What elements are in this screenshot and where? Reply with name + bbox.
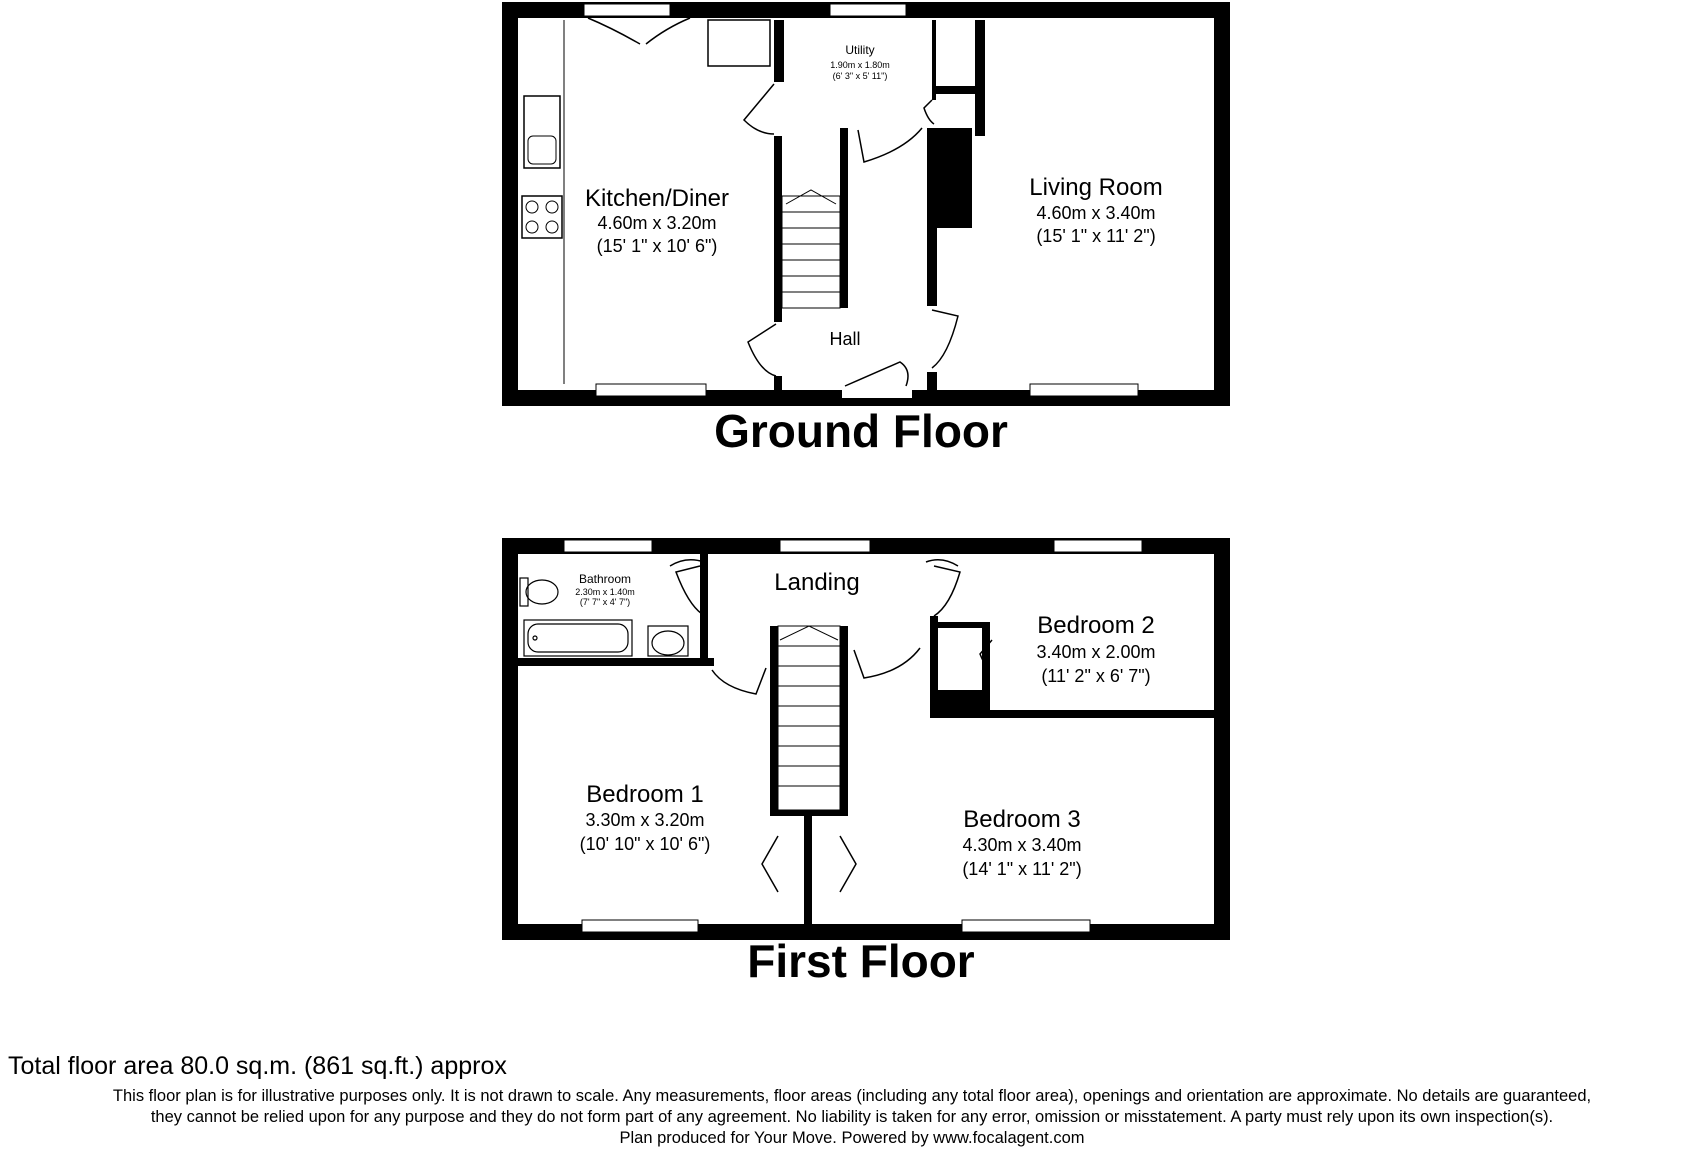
disclaimer-line-3: Plan produced for Your Move. Powered by www.focalagent.com [619, 1129, 1085, 1147]
bathroom-wall [518, 658, 714, 666]
landing-door-top-right [926, 560, 958, 566]
bedroom2-door-swing [934, 566, 960, 616]
landing-name: Landing [774, 569, 860, 596]
stair-wall-left [770, 626, 778, 816]
bath-plug [533, 636, 537, 640]
hob-ring [526, 221, 538, 233]
disclaimer-line-2: they cannot be relied upon for any purpose and they do not form part of any agreement. No liability is taken for any error, omission or misstatement. A party must rely upon its own inspection(s). [150, 1108, 1554, 1126]
bedroom2-dims-metric: 3.40m x 2.00m [1036, 642, 1156, 662]
rear-double-door [588, 18, 690, 44]
bedroom2-window [1054, 540, 1142, 552]
kitchen-hall-door-swing [748, 324, 776, 376]
stair-wall-right [840, 626, 848, 816]
hob-ring [546, 201, 558, 213]
stair-wall [840, 128, 848, 308]
kitchen-dims-metric: 4.60m x 3.20m [597, 213, 717, 233]
bathroom-name: Bathroom [578, 572, 632, 586]
bedroom2-dims-imperial: (11' 2" x 6' 7") [1041, 666, 1151, 686]
kitchen-hall-wall-upper [774, 20, 784, 82]
utility-cupboard-wall [932, 20, 936, 100]
disclaimer-line-1: This floor plan is for illustrative purposes only. It is not drawn to scale. Any measurements, floor areas (including any total floor area), openings and orientation are approximate. No details are guaranteed, [112, 1087, 1592, 1105]
ground-floor-title: Ground Floor [714, 405, 1008, 457]
first-floor-title: First Floor [747, 935, 975, 987]
stair-base-wall [778, 810, 840, 816]
landing-door-top-left [670, 560, 704, 566]
total-floor-area: Total floor area 80.0 sq.m. (861 sq.ft.) approx [8, 1052, 507, 1080]
bath-inner [528, 624, 628, 652]
bathroom-window [564, 540, 652, 552]
utility-name: Utility [845, 43, 875, 57]
bedroom1-door-swing [712, 668, 766, 694]
kitchen-hall-wall-lower [774, 136, 782, 322]
kitchen-window-rear [584, 4, 670, 16]
bedroom3-name: Bedroom 3 [963, 806, 1081, 833]
kitchen-name: Kitchen/Diner [584, 185, 730, 212]
bathroom-dims-imperial: (7' 7" x 4' 7") [579, 597, 631, 607]
bedroom3-door-swing [854, 648, 920, 678]
bathroom-door-swing [676, 566, 702, 614]
disclaimer [0, 1086, 1704, 1149]
cupboard-door-swing [924, 100, 934, 124]
kitchen-sink [524, 96, 560, 168]
living-dims-metric: 4.60m x 3.40m [1036, 203, 1156, 223]
utility-dims-imperial: (6' 3" x 5' 11") [832, 71, 888, 81]
utility-door-swing [858, 128, 922, 162]
bedroom2-name: Bedroom 2 [1037, 612, 1155, 639]
hall-living-wall-upper [927, 128, 937, 306]
chimney-breast [936, 128, 972, 228]
bath [524, 620, 632, 656]
bedroom3-dims-metric: 4.30m x 3.40m [962, 835, 1082, 855]
living-name: Living Room [1029, 174, 1163, 201]
bedroom1-dims-imperial: (10' 10" x 10' 6") [579, 834, 711, 854]
bedroom1-dims-metric: 3.30m x 3.20m [585, 810, 705, 830]
bathroom-dims-metric: 2.30m x 1.40m [575, 587, 635, 597]
kitchen-sink-bowl [528, 136, 556, 164]
basin-bowl [652, 631, 684, 655]
hob-ring [526, 201, 538, 213]
hall-name: Hall [829, 329, 861, 349]
wardrobe-door-right [840, 836, 856, 892]
kitchen-window-front [596, 384, 706, 396]
wardrobe-wall [804, 816, 812, 924]
bathroom-landing-wall [700, 554, 708, 666]
kitchen-hall-wall-stub [774, 376, 782, 392]
first-staircase [778, 626, 840, 810]
wardrobe-door-left [762, 836, 778, 892]
hall-living-wall-stub [927, 372, 937, 392]
front-door-gap [842, 382, 912, 398]
utility-cupboard-wall-2 [975, 20, 985, 136]
hob-ring [546, 221, 558, 233]
toilet-bowl [526, 580, 558, 604]
bedroom2-cupboard-side [982, 622, 990, 716]
utility-cupboard-base [936, 86, 984, 94]
ground-staircase [782, 190, 840, 308]
kitchen-cupboard [708, 20, 770, 66]
living-dims-imperial: (15' 1" x 11' 2") [1036, 226, 1156, 246]
bedroom1-name: Bedroom 1 [586, 781, 704, 808]
bedroom1-window [582, 920, 698, 932]
living-window-front [1030, 384, 1138, 396]
bedroom3-dims-imperial: (14' 1" x 11' 2") [962, 859, 1082, 879]
kitchen-door-swing [744, 84, 774, 134]
kitchen-dims-imperial: (15' 1" x 10' 6") [596, 236, 718, 256]
toilet-cistern [520, 578, 528, 606]
utility-dims-metric: 1.90m x 1.80m [830, 60, 890, 70]
landing-window [780, 540, 870, 552]
living-door-swing [932, 310, 958, 368]
utility-window [830, 4, 906, 16]
bedroom2-wall-left [930, 616, 938, 718]
bedroom3-window [962, 920, 1090, 932]
